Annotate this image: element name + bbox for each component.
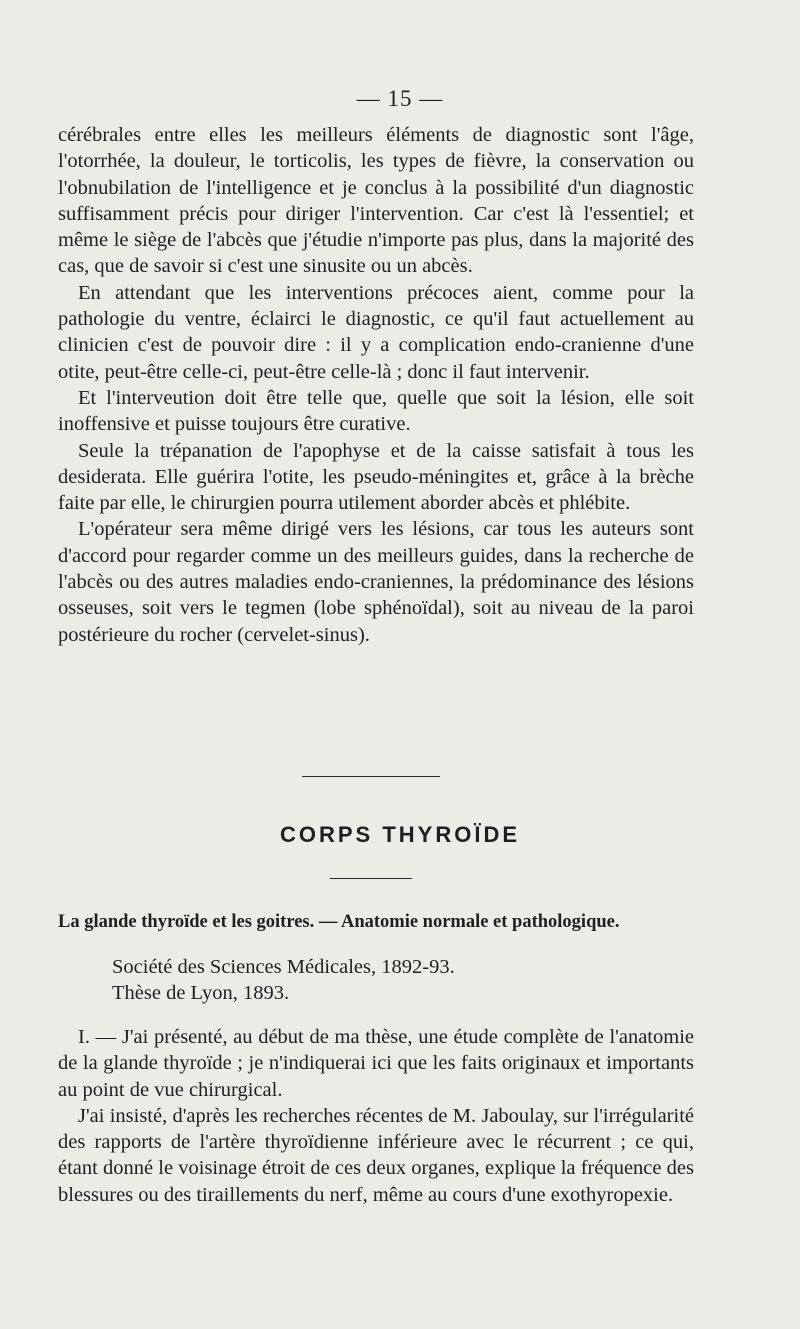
paragraph: I. — J'ai présenté, au début de ma thèse, une étude complète de l'anatomie de la glande thyroïde ; je n'indiquerai ici que les faits originaux et importants au point de vue chirurgical. [58, 1026, 694, 1101]
subsection-heading: La glande thyroïde et les goitres. — Anatomie normale et pathologique. [58, 912, 620, 932]
body-text-bottom [58, 1024, 694, 1208]
paragraph: cérébrales entre elles les meilleurs éléments de diagnostic sont l'âge, l'otorrhée, la douleur, le torticolis, les types de fièvre, la conservation ou l'obnubilation de l'intelligence et je conclus à la possibilité d'un diagnostic suffisamment précis pour diriger l'intervention. Car c'est là l'essentiel; et même le siège de l'abcès que j'étudie n'importe pas plus, dans la majorité des cas, que de savoir si c'est une sinusite ou un abcès. [58, 124, 694, 278]
paragraph: Et l'interveution doit être telle que, quelle que soit la lésion, elle soit inoffensive et puisse toujours être curative. [58, 386, 694, 436]
page-number: — 15 — [356, 86, 444, 111]
citation-line: Société des Sciences Médicales, 1892-93. [112, 956, 455, 978]
paragraph: Seule la trépanation de l'apophyse et de la caisse satisfait à tous les desiderata. Elle guérira l'otite, les pseudo-méningites et, grâce à la brèche faite par elle, le chirurgien pourra utilement aborder abcès et phlébite. [58, 439, 694, 515]
body-text-top [58, 122, 694, 648]
paragraph: En attendant que les interventions précoces aient, comme pour la pathologie du ventre, éclairci le diagnostic, ce qu'il faut actuellement au clinicien c'est de pouvoir dire : il y a complication endo-cranienne d'une otite, peut-être celle-ci, peut-être celle-là ; donc il faut intervenir. [58, 281, 694, 383]
paragraph: L'opérateur sera même dirigé vers les lésions, car tous les auteurs sont d'accord pour regarder comme un des meilleurs guides, dans la recherche de l'abcès ou des autres maladies endo-craniennes, la prédominance des lésions osseuses, soit vers le tegmen (lobe sphénoïdal), soit au niveau de la paroi postérieure du rocher (cervelet-sinus). [58, 518, 694, 646]
section-divider-bottom [330, 878, 412, 879]
paragraph: J'ai insisté, d'après les recherches récentes de M. Jaboulay, sur l'irrégularité des rapports de l'artère thyroïdienne inférieure avec le récurrent ; ce qui, étant donné le voisinage étroit de ces deux organes, explique la fréquence des blessures ou des tiraillements du nerf, même au cours d'une exothyropexie. [58, 1104, 694, 1206]
section-title: CORPS THYROÏDE [279, 822, 521, 847]
section-divider-top [302, 776, 440, 777]
citation-line: Thèse de Lyon, 1893. [112, 982, 290, 1004]
